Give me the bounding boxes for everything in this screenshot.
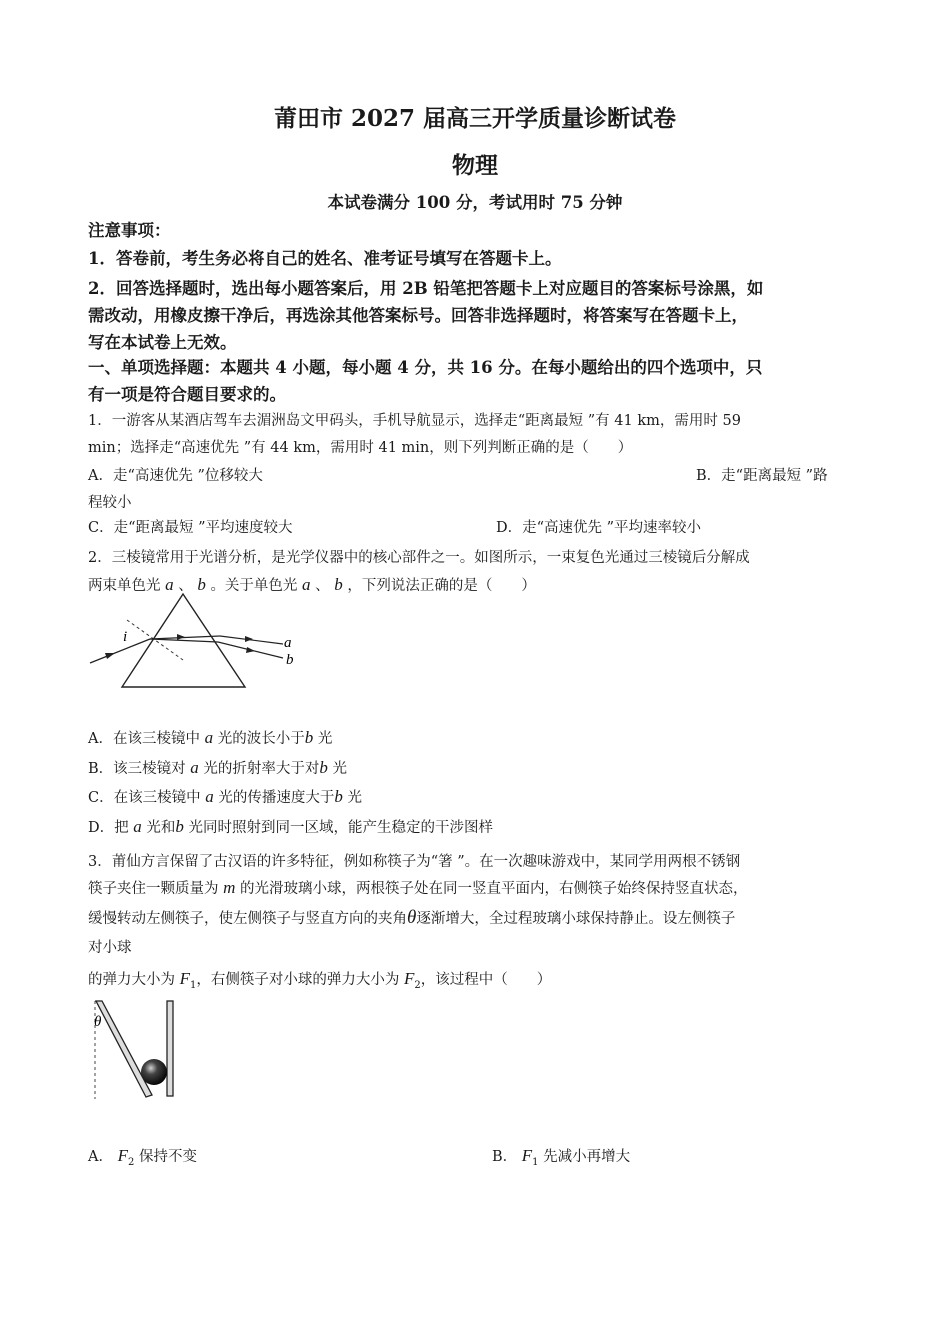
- inner-arrow: [177, 634, 185, 640]
- q3-stem-line-4: 对小球: [88, 940, 132, 956]
- label-theta: θ: [94, 1014, 102, 1030]
- note-2-line-1: 2．回答选择题时，选出每小题答案后，用 2B 铅笔把答题卡上对应题目的答案标号涂黑，如: [88, 279, 764, 298]
- incident-arrow: [105, 653, 115, 659]
- note-2-line-3: 写在本试卷上无效。: [88, 333, 237, 352]
- q1-option-b-line-2: 程较小: [88, 495, 132, 511]
- inner-ray-a: [150, 636, 220, 639]
- label-i: i: [123, 629, 128, 645]
- label-b: b: [286, 652, 294, 668]
- right-chopstick: [167, 1001, 173, 1096]
- q3-stem-line-1: 3．莆仙方言保留了古汉语的许多特征，例如称筷子为“箸 ”。在一次趣味游戏中，某同学用两根不锈钢: [88, 854, 741, 870]
- q2-stem-line-1: 2．三棱镜常用于光谱分析，是光学仪器中的核心部件之一。如图所示，一束复色光通过三棱镜后分解成: [88, 550, 750, 566]
- q3-option-b: B． $F_1$ 先减小再增大: [492, 1146, 631, 1168]
- outgoing-ray-a: [220, 636, 283, 644]
- q3-stem-line-5: 的弹力大小为 $F_1$，右侧筷子对小球的弹力大小为 $F_2$，该过程中（ ）: [88, 969, 552, 991]
- var-a: a: [165, 575, 174, 594]
- q2-option-d: D．把 a 光和b 光同时照射到同一区域，能产生稳定的干涉图样: [88, 817, 493, 836]
- section-1-line-2: 有一项是符合题目要求的。: [88, 385, 286, 404]
- note-2-line-2: 需改动，用橡皮擦干净后，再选涂其他答案标号。回答非选择题时，将答案写在答题卡上，: [88, 306, 748, 325]
- q3-stem-line-2: 筷子夹住一颗质量为 m 的光滑玻璃小球，两根筷子处在同一竖直平面内，右侧筷子始终保持竖直状态，: [88, 878, 748, 897]
- q1-stem-line-2: min；选择走“高速优先 ”有 44 km，需用时 41 min，则下列判断正确的是（ ）: [88, 440, 633, 456]
- label-a: a: [284, 635, 292, 651]
- q1-option-b-line-1: B．走“距离最短 ”路: [696, 468, 828, 484]
- notes-heading: 注意事项：: [88, 221, 171, 240]
- q2-option-c: C．在该三棱镜中 a 光的传播速度大于b 光: [88, 787, 362, 806]
- q1-option-d: D．走“高速优先 ”平均速率较小: [496, 520, 702, 536]
- note-1: 1．答卷前，考生务必将自己的姓名、准考证号填写在答题卡上。: [88, 249, 562, 268]
- q1-stem-line-1: 1．一游客从某酒店驾车去湄洲岛文甲码头，手机导航显示，选择走“距离最短 ”有 41 km，需用时 59: [88, 413, 741, 429]
- glass-ball: [141, 1059, 167, 1085]
- q1-option-a: A．走“高速优先 ”位移较大: [88, 468, 263, 484]
- page-title: 莆田市 2027 届高三开学质量诊断试卷: [273, 105, 677, 132]
- q2-option-b: B．该三棱镜对 a 光的折射率大于对b 光: [88, 758, 347, 777]
- ray-b-arrow: [246, 647, 255, 653]
- var-b: b: [197, 575, 206, 594]
- chopsticks-figure: [88, 997, 188, 1101]
- prism-figure: [85, 592, 315, 692]
- section-1-line-1: 一、单项选择题：本题共 4 小题，每小题 4 分，共 16 分。在每小题给出的四个选项中，只: [88, 358, 763, 377]
- left-chopstick: [96, 1001, 152, 1097]
- q2-stem-line-2: 两束单色光 a 、 b 。关于单色光 a 、 b ，下列说法正确的是（ ）: [88, 575, 536, 594]
- incident-ray: [90, 639, 150, 663]
- subject-title: 物理: [452, 152, 498, 179]
- score-info: 本试卷满分 100 分，考试用时 75 分钟: [327, 193, 623, 212]
- q3-stem-line-3: 缓慢转动左侧筷子，使左侧筷子与竖直方向的夹角θ逐渐增大，全过程玻璃小球保持静止。设左侧筷子: [88, 907, 736, 928]
- inner-ray-b: [150, 639, 218, 642]
- q3-option-a: A． $F_2$ 保持不变: [88, 1146, 197, 1168]
- q1-option-c: C．走“距离最短 ”平均速度较大: [88, 520, 293, 536]
- q2-option-a: A．在该三棱镜中 a 光的波长小于b 光: [88, 728, 333, 747]
- ray-a-arrow: [245, 636, 253, 642]
